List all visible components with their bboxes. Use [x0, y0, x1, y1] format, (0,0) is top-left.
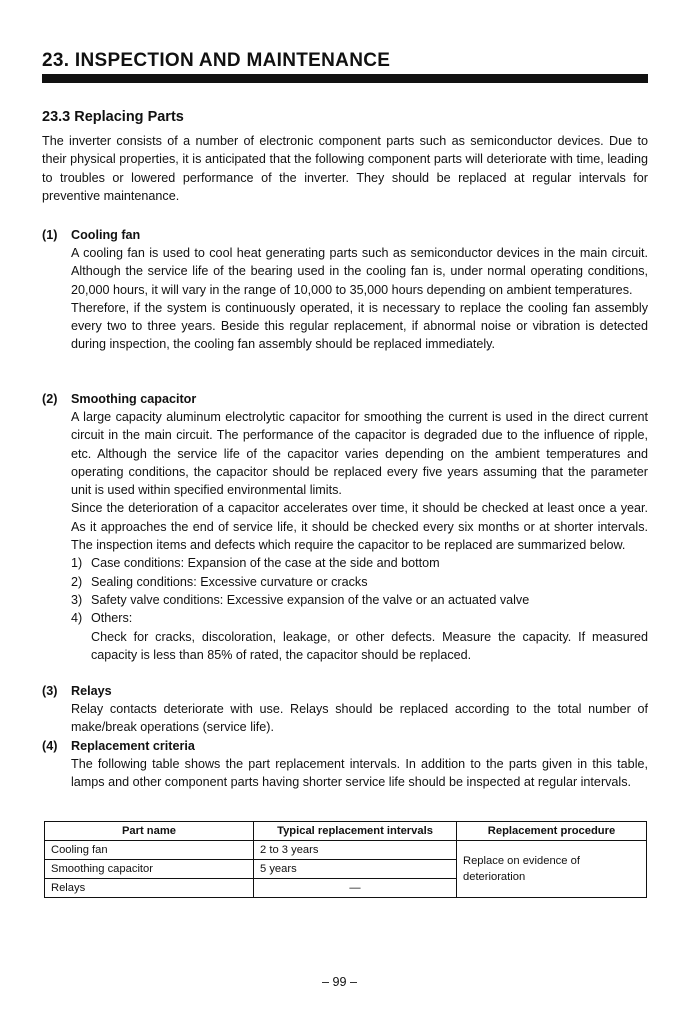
part-name-cell: Cooling fan — [45, 841, 254, 860]
inspection-subitem — [71, 591, 648, 609]
item-number: (1) — [42, 228, 58, 242]
item-number: (2) — [42, 392, 58, 406]
table-row — [45, 841, 647, 860]
page-number: – 99 – — [321, 975, 357, 989]
inspection-subitem — [71, 573, 648, 591]
part-name-cell: Smoothing capacitor — [45, 860, 254, 879]
item-heading-cooling-fan — [42, 226, 140, 244]
column-header: Replacement procedure — [457, 822, 647, 841]
item-heading-replacement-criteria — [42, 737, 195, 755]
item-number: (4) — [42, 739, 58, 753]
intro-paragraph: The inverter consists of a number of electronic component parts such as semiconductor devices. Due to their physical properties, it is anticipated that the following component parts will deteriorate with time, leading to troubles or lowered performance of the inverter. They should be replaced at regular intervals for preventive maintenance. — [42, 134, 648, 203]
item-body-replacement-criteria — [71, 755, 648, 792]
item-title: Replacement criteria — [71, 739, 195, 753]
paragraph: A large capacity aluminum electrolytic capacitor for smoothing the current is used in the direct current circuit in the main circuit. The performance of the capacitor is degraded due to the influence of ripple, etc. Although the service life of the capacitor varies depending on the ambient temperatures and operating conditions, the capacitor should be replaced every five years assuming that the parameter unit is used within specified environmental limits. — [71, 410, 648, 498]
paragraph: Relay contacts deteriorate with use. Relays should be replaced according to the total number of make/break operations (service life). — [71, 702, 648, 735]
column-header: Part name — [45, 822, 254, 841]
paragraph: The following table shows the part replacement intervals. In addition to the parts given in this table, lamps and other component parts having shorter service life should be inspected at regular intervals. — [71, 757, 648, 790]
item-number: (3) — [42, 684, 58, 698]
subitem-number: 3) — [71, 592, 83, 607]
item-heading-relays — [42, 682, 112, 700]
title-rule — [42, 74, 648, 83]
paragraph: A cooling fan is used to cool heat generating parts such as semiconductor devices in the main circuit. Although the service life of the bearing used in the cooling fan is, under normal operating conditions, 20,000 hours, it will vary in the range of 10,000 to 35,000 hours depending on ambient temperatures. — [71, 246, 648, 297]
section-title: 23.3 Replacing Parts — [42, 109, 184, 125]
item-body-smoothing-capacitor — [71, 408, 648, 664]
paragraph: Therefore, if the system is continuously operated, it is necessary to replace the cooling fan assembly every two to three years. Beside this regular replacement, if abnormal noise or vibration is detected during inspection, the cooling fan assembly should be replaced immediately. — [71, 300, 648, 352]
procedure-cell: Replace on evidence of deterioration — [457, 841, 647, 898]
item-title: Cooling fan — [71, 228, 141, 242]
item-heading-smoothing-capacitor — [42, 390, 196, 408]
interval-cell: — — [254, 879, 457, 898]
subitem-text: Safety valve conditions: Excessive expansion of the valve or an actuated valve — [91, 592, 530, 607]
subitem-text: Others: — [91, 611, 133, 626]
subitem-detail: Check for cracks, discoloration, leakage, or other defects. Measure the capacity. If measured capacity is less than 85% of rated, the capacitor should be replaced. — [91, 629, 648, 662]
subitem-number: 2) — [71, 574, 83, 589]
item-body-cooling-fan — [71, 244, 648, 354]
interval-cell: 2 to 3 years — [254, 841, 457, 860]
subitem-text: Case conditions: Expansion of the case at the side and bottom — [91, 556, 440, 571]
interval-cell: 5 years — [254, 860, 457, 879]
replacement-table — [44, 821, 647, 898]
item-body-relays — [71, 700, 648, 737]
inspection-subitem — [71, 609, 648, 627]
item-title: Smoothing capacitor — [71, 392, 197, 406]
chapter-title: 23. INSPECTION AND MAINTENANCE — [42, 50, 391, 71]
subitem-number: 4) — [71, 611, 83, 626]
subitem-text: Sealing conditions: Excessive curvature or cracks — [91, 574, 368, 589]
part-name-cell: Relays — [45, 879, 254, 898]
paragraph: Since the deterioration of a capacitor accelerates over time, it should be checked at least once a year. As it approaches the end of service life, it should be checked every six months or at shorter intervals. The inspection items and defects which require the capacitor to be replaced are summarized below. — [71, 501, 648, 553]
table-header-row — [45, 822, 647, 841]
column-header: Typical replacement intervals — [254, 822, 457, 841]
item-title: Relays — [71, 684, 112, 698]
subitem-number: 1) — [71, 556, 83, 571]
inspection-subitem — [71, 554, 648, 572]
